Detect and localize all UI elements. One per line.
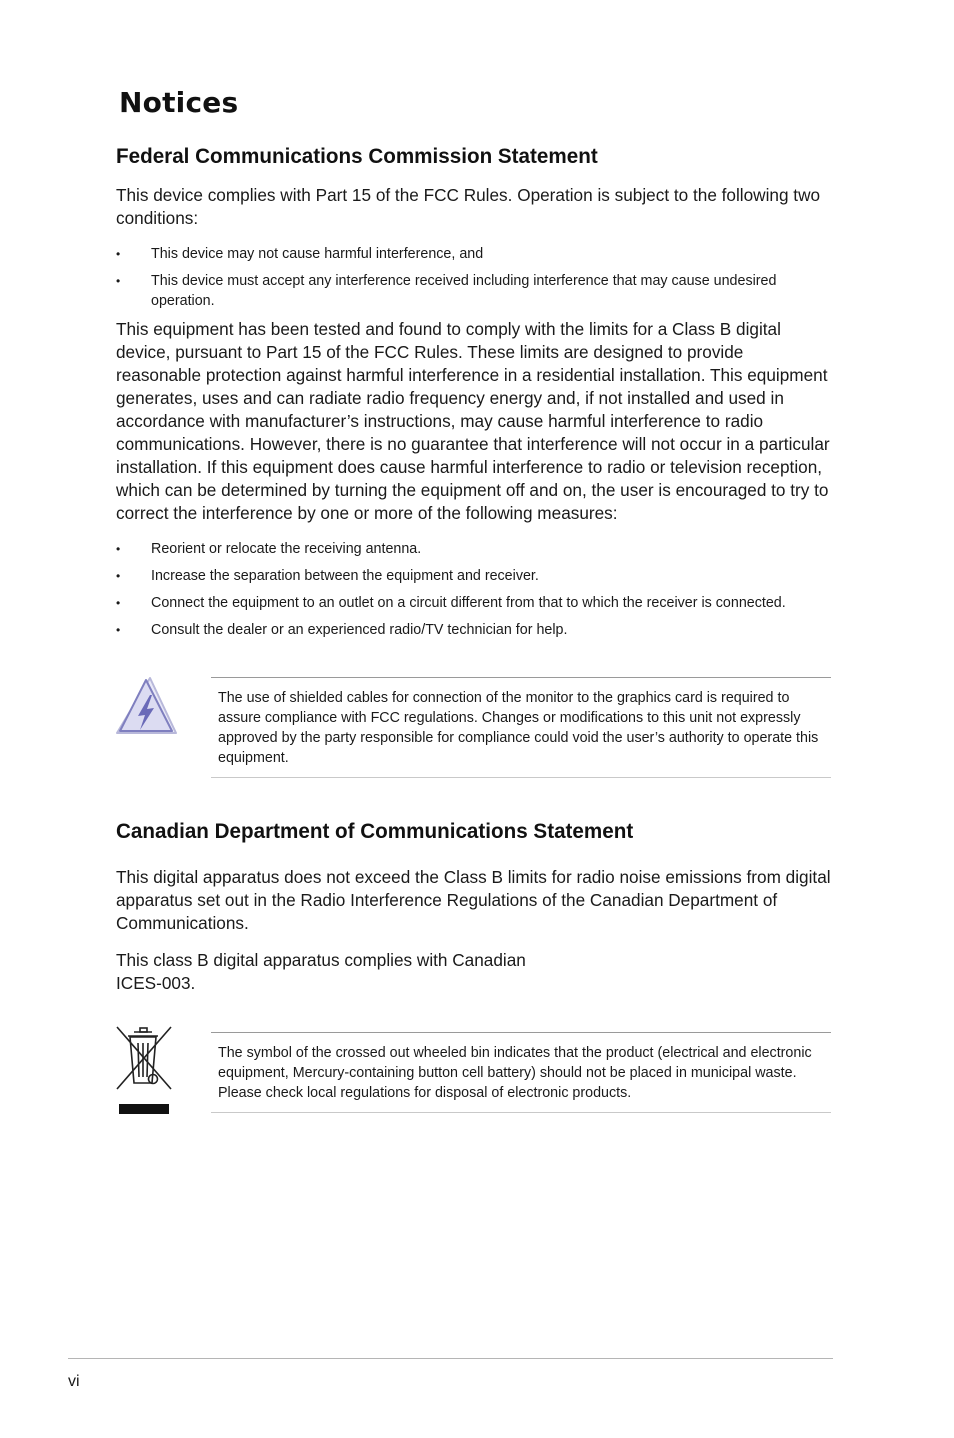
list-item: • Consult the dealer or an experienced radio/TV technician for help.	[116, 622, 568, 638]
fcc-warning-note	[211, 677, 831, 778]
page-title: Notices	[119, 86, 239, 119]
page-number: vi	[68, 1373, 80, 1390]
canadian-para-1: This digital apparatus does not exceed the Class B limits for radio noise emissions from digital apparatus set out in the Radio Interference Regulations of the Canadian Department of Communications.	[116, 867, 831, 933]
canadian-heading: Canadian Department of Communications Statement	[116, 819, 634, 843]
fcc-body: This equipment has been tested and found to comply with the limits for a Class B digital device, pursuant to Part 15 of the FCC Rules. These limits are designed to provide reasonable protection against harmful interference in a residential installation. This equipment generates, uses and can radiate radio frequency energy and, if not installed and used in accordance with manufacturer’s instructions, may cause harmful interference to radio communications. However, there is no guarantee that interference will not occur in a particular installation. If this equipment does cause harmful interference to radio or television reception, which can be determined by turning the equipment off and on, the user is encouraged to try to correct the interference by one or more of the following measures:	[116, 319, 830, 523]
list-item: • Connect the equipment to an outlet on a circuit different from that to which the receiver is connected.	[116, 595, 786, 611]
bullet-dot: •	[116, 247, 121, 261]
crossed-bin-icon	[114, 1025, 174, 1117]
list-item: • Reorient or relocate the receiving antenna.	[116, 541, 422, 557]
canadian-para-2-line-1: This class B digital apparatus complies with Canadian	[116, 950, 526, 970]
bullet-dot: •	[116, 623, 121, 637]
canadian-para-2-line-2: ICES-003.	[116, 973, 196, 993]
bullet-dot: •	[116, 542, 121, 556]
canadian-para-2	[116, 949, 832, 995]
bin-note-text: The symbol of the crossed out wheeled bin indicates that the product (electrical and electronic equipment, Mercury-containing button cell battery) should not be placed in municipal waste. Please check local regulations for disposal of electronic products.	[218, 1045, 812, 1101]
warning-lightning-icon	[114, 675, 178, 737]
fcc-warning-text: The use of shielded cables for connection of the monitor to the graphics card is required to assure compliance with FCC regulations. Changes or modifications to this unit not expressly approved by the party responsible for compliance could void the user’s authority to operate this equipment.	[218, 690, 819, 766]
footer-divider	[68, 1358, 833, 1359]
fcc-measures-list	[116, 539, 832, 647]
list-item: • This device may not cause harmful interference, and	[116, 246, 484, 262]
list-item: • This device must accept any interference received including interference that may cause undesired operation.	[116, 273, 777, 309]
fcc-conditions-list	[116, 244, 832, 318]
bullet-dot: •	[116, 596, 121, 610]
fcc-intro: This device complies with Part 15 of the FCC Rules. Operation is subject to the following two conditions:	[116, 185, 821, 228]
bin-note	[211, 1032, 831, 1113]
list-item: • Increase the separation between the equipment and receiver.	[116, 568, 539, 584]
fcc-heading: Federal Communications Commission Statement	[116, 144, 598, 168]
bullet-dot: •	[116, 569, 121, 583]
bullet-dot: •	[116, 274, 121, 288]
